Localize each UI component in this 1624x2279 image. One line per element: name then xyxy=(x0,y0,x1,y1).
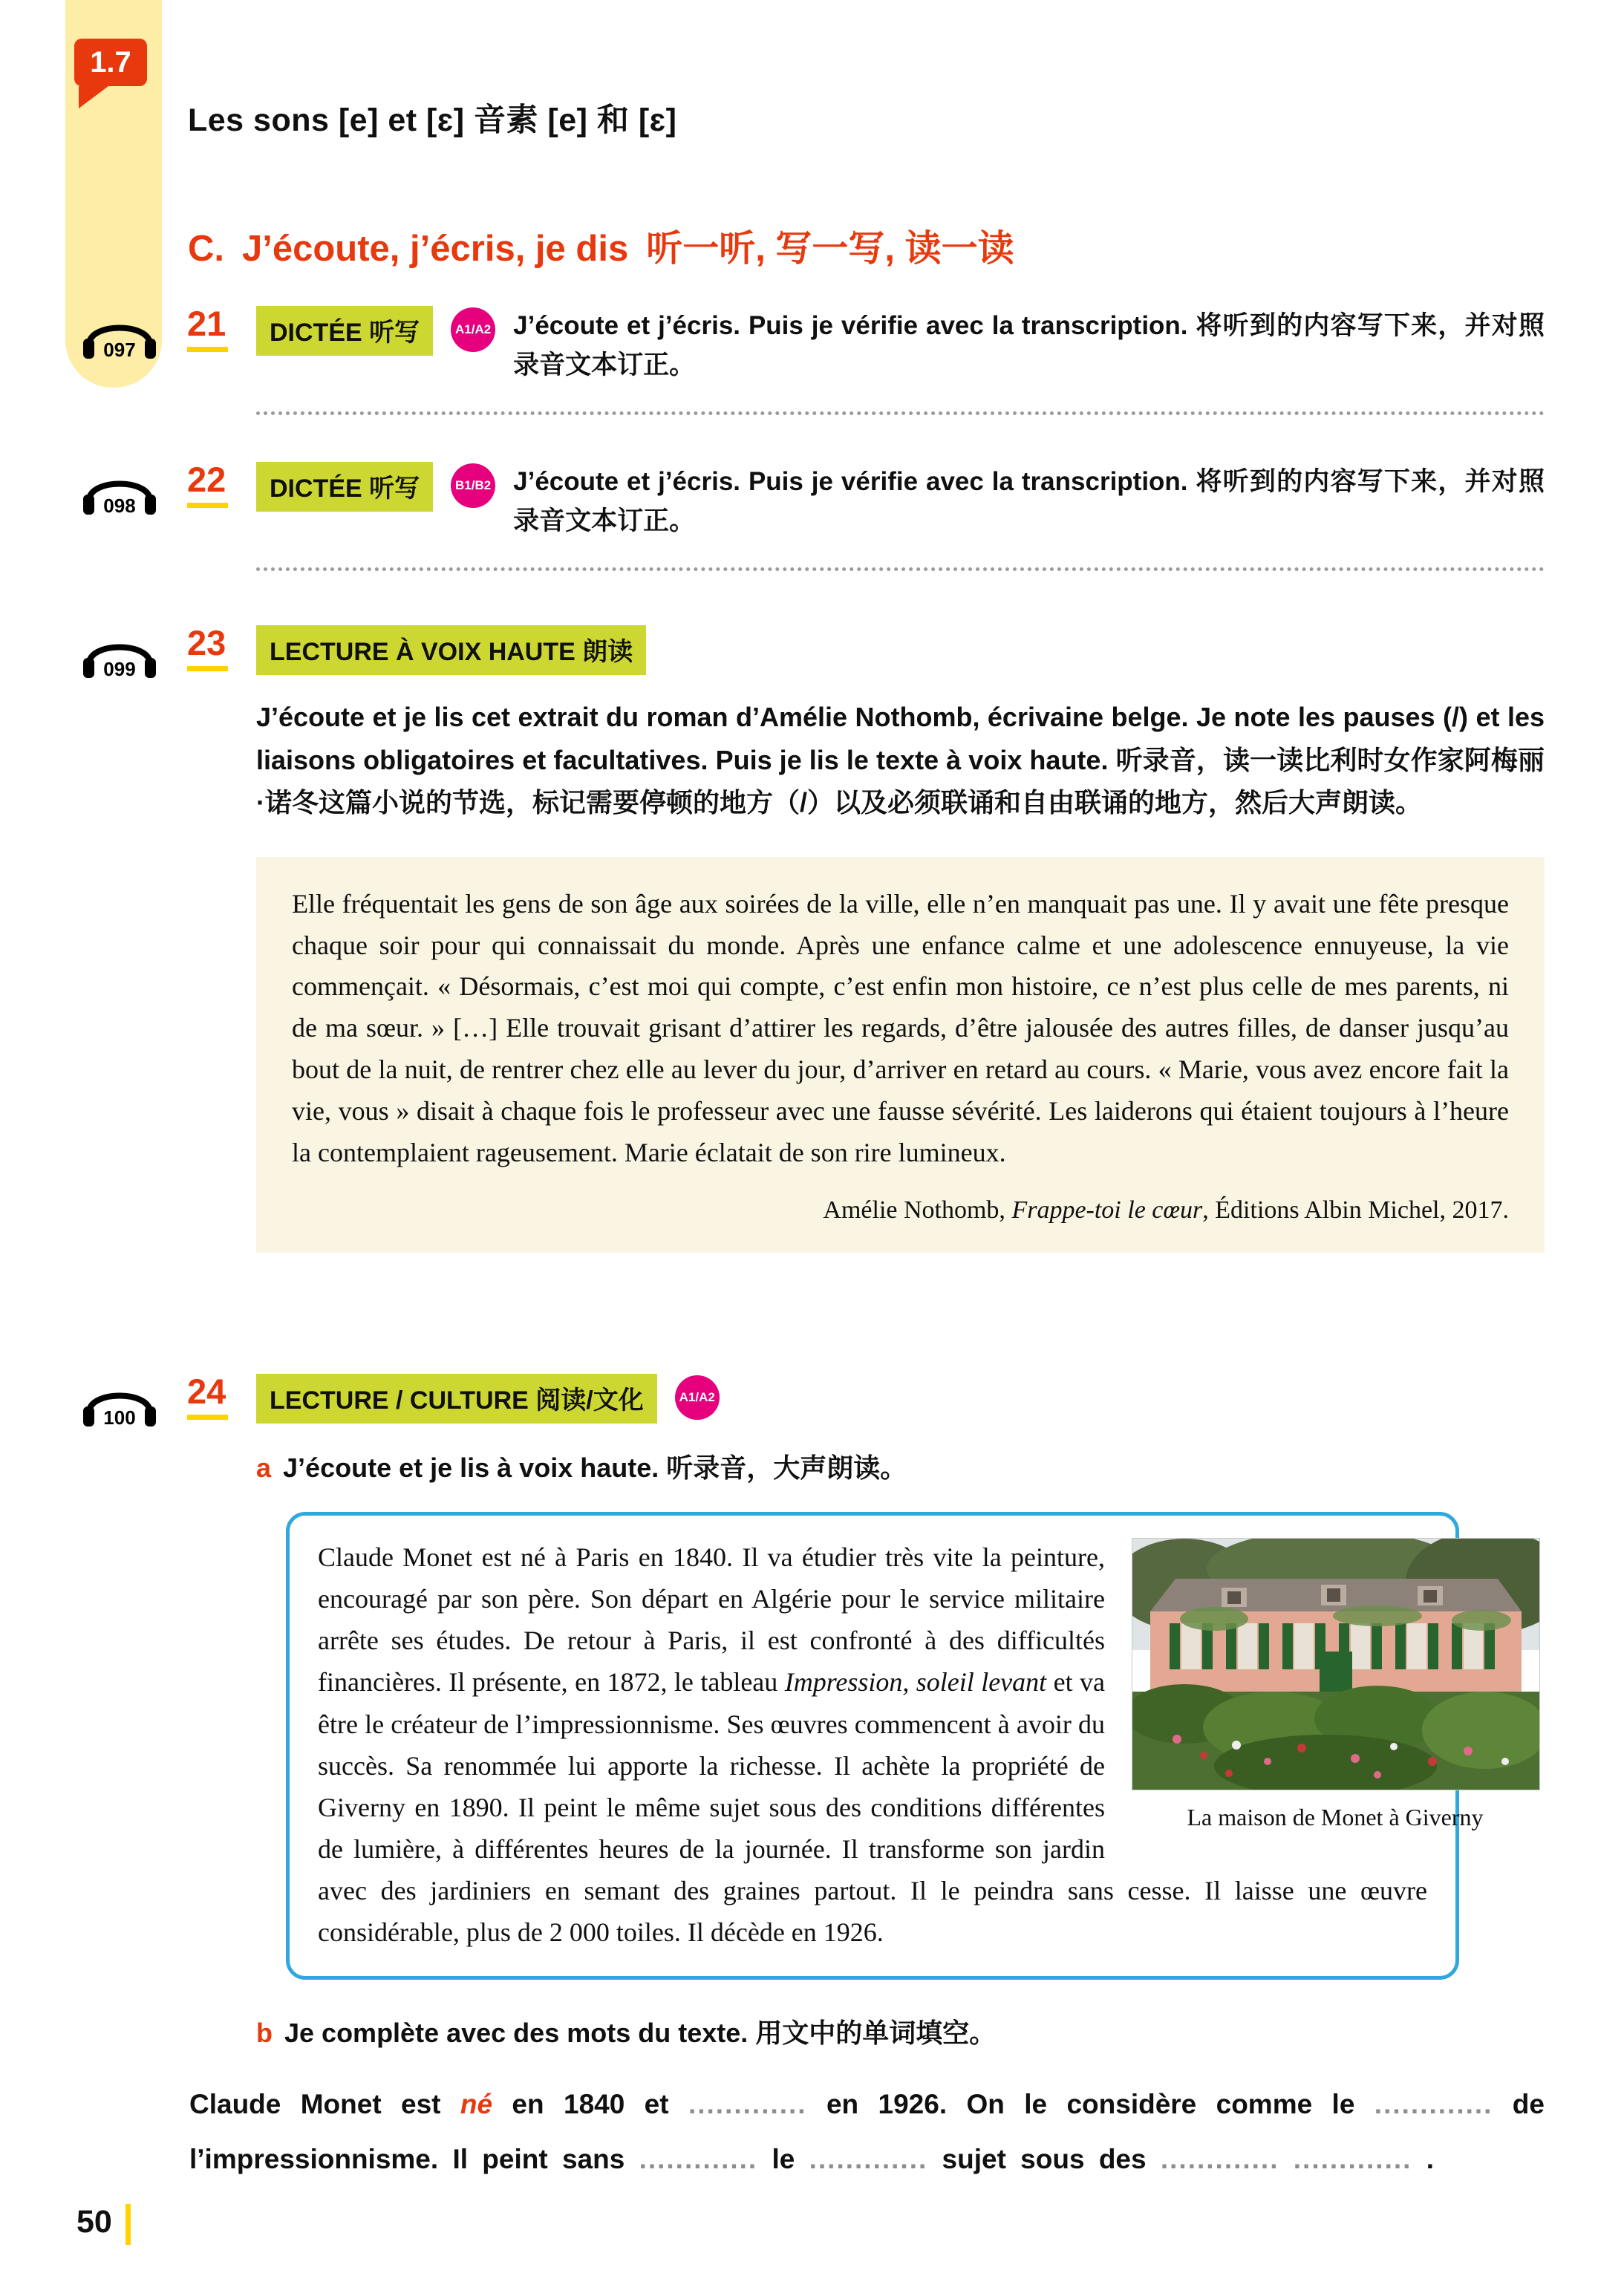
monet-text-part2: et va être le créateur de l’impressionnisme. Ses œuvres commencent à avoir du succès. Sa renommée lui apporte la richesse. Il achète la propriété de Giverny en 1890. Il peint le même sujet sous des conditions différentes de lumière, à différentes heures de la journée. Il transforme son jardin avec des jardiniers en semant des graines partout. Il le peindra sans cesse. Il laisse une œuvre considérable, plus de 2 000 toiles. Il décède en 1926. xyxy=(318,1667,1427,1948)
fill-in-the-blanks xyxy=(189,2077,1545,2187)
fill-blank-3: ............. xyxy=(639,2143,758,2174)
exercise-number: 23 xyxy=(187,622,228,671)
exercise-24 xyxy=(80,1374,1545,2214)
instruction-zh: 将听到的内容写下来，并对照录音文本订正。 xyxy=(513,467,1545,536)
exercise-type-label: DICTÉE 听写 xyxy=(256,306,433,356)
exercise-type-label: LECTURE / CULTURE 阅读/文化 xyxy=(256,1374,657,1424)
level-badge: A1/A2 xyxy=(451,307,495,352)
fill-blank-2: ............. xyxy=(1374,2088,1493,2119)
attribution-book-title: Frappe-toi le cœur xyxy=(1011,1196,1203,1225)
exercise-number: 24 xyxy=(187,1371,228,1420)
fill-blank-6: ............. xyxy=(1293,2143,1412,2174)
level-badge: A1/A2 xyxy=(675,1375,720,1420)
headphone-icon xyxy=(80,633,159,679)
monet-painting-title: Impression, soleil levant xyxy=(784,1667,1047,1698)
fill-text: en 1840 et xyxy=(492,2088,688,2119)
task-a xyxy=(256,1447,1545,1485)
exercise-number: 22 xyxy=(187,459,228,508)
task-b-zh: 用文中的单词填空。 xyxy=(755,2017,997,2048)
passage-attribution xyxy=(292,1191,1509,1230)
exercise-type-label: LECTURE À VOIX HAUTE 朗读 xyxy=(256,625,646,675)
fill-text: le xyxy=(757,2143,809,2174)
instruction-text xyxy=(256,696,1545,824)
section-number-tag xyxy=(74,39,147,86)
task-b-letter: b xyxy=(256,2017,273,2048)
level-badge: B1/B2 xyxy=(451,463,495,508)
audio-track-number: 098 xyxy=(103,495,136,515)
instruction-text xyxy=(513,462,1545,541)
photo-caption: La maison de Monet à Giverny xyxy=(1187,1804,1484,1830)
monet-house-photo xyxy=(1132,1538,1540,1790)
exercise-23 xyxy=(80,625,1545,1253)
page-number: 50 xyxy=(76,2204,131,2245)
instruction-zh: 听录音，读一读比利时女作家阿梅丽·诺冬这篇小说的节选，标记需要停顿的地方（/）以及必须联诵和自由联诵的地方，然后大声朗读。 xyxy=(256,744,1545,818)
dictation-answer-line xyxy=(256,567,1545,571)
section-number: 1.7 xyxy=(90,45,131,79)
audio-track-number: 100 xyxy=(103,1406,136,1427)
attribution-author: Amélie Nothomb, xyxy=(823,1196,1012,1225)
passage-text: Elle fréquentait les gens de son âge aux soirées de la ville, elle n’en manquait pas une. Il y avait une fête presque chaque soir pour qui connaissait du monde. Après une enfance calme et une adolescence ennuyeuse, la vie commençait. « Désormais, c’est moi qui compte, c’est enfin mon histoire, ce n’est plus celle de mes parents, ni de ma sœur. » […] Elle trouvait grisant d’attirer les regards, d’être jalousée des autres filles, de danser jusqu’au bout de la nuit, de rentrer chez elle au lever du jour, d’arriver en retard au cours. « Marie, vous avez encore fait la vie, vous » disait à chaque fois le professeur avec une fausse sévérité. Les laiderons qui étaient toujours à l’heure la contemplaient rageusement. Marie éclatait de son rire lumineux. xyxy=(292,888,1509,1167)
fill-blank-1: ............. xyxy=(688,2088,807,2119)
task-b-fr: Je complète avec des mots du texte. xyxy=(284,2017,749,2048)
exercise-number: 21 xyxy=(187,303,228,352)
section-c-title-zh: 听一听, 写一写, 读一读 xyxy=(646,229,1014,269)
culture-text-box xyxy=(286,1512,1484,1980)
exercise-22 xyxy=(80,462,1545,571)
attribution-publisher: , Éditions Albin Michel, 2017. xyxy=(1202,1196,1509,1225)
exercise-21 xyxy=(80,306,1545,415)
exercise-type-label: DICTÉE 听写 xyxy=(256,462,433,512)
headphone-icon xyxy=(80,1381,159,1427)
reading-passage xyxy=(256,857,1545,1253)
instruction-zh: 将听到的内容写下来，并对照录音文本订正。 xyxy=(513,311,1545,380)
monet-figure xyxy=(1132,1538,1539,1836)
fill-text: en 1926. On le considère comme le xyxy=(806,2088,1374,2119)
section-c-title-fr: J’écoute, j’écris, je dis xyxy=(242,229,629,269)
task-a-fr: J’écoute et je lis à voix haute. xyxy=(283,1453,659,1483)
task-b xyxy=(256,2012,1545,2050)
audio-track-number: 099 xyxy=(103,658,136,679)
fill-text: . xyxy=(1412,2143,1434,2174)
task-a-zh: 听录音，大声朗读。 xyxy=(666,1453,907,1483)
dictation-answer-line xyxy=(256,411,1545,415)
instruction-fr: J’écoute et j’écris. Puis je vérifie avec la transcription. xyxy=(513,311,1188,340)
headphone-icon xyxy=(80,469,159,515)
fill-given-answer: né xyxy=(460,2088,493,2119)
fill-text: sujet sous des xyxy=(927,2143,1161,2174)
fill-text: de l’impressionnisme. Il peint sans xyxy=(189,2088,1545,2174)
audio-track-number: 097 xyxy=(103,339,136,359)
headphone-icon xyxy=(80,313,159,359)
instruction-fr: J’écoute et je lis cet extrait du roman d’Amélie Nothomb, écrivaine belge. Je note les pauses (/) et les liaisons obligatoires et facultatives. Puis je lis le texte à voix haute. xyxy=(256,702,1545,775)
instruction-text xyxy=(513,306,1545,385)
fill-text: Claude Monet est xyxy=(189,2088,460,2119)
section-c-title xyxy=(188,220,1014,272)
instruction-fr: J’écoute et j’écris. Puis je vérifie avec la transcription. xyxy=(513,467,1188,496)
page-title: Les sons [e] et [ɛ] 音素 [e] 和 [ɛ] xyxy=(188,102,677,138)
monet-text-part1: Claude Monet est né à Paris en 1840. Il va étudier très vite la peinture, encouragé par son père. Son départ en Algérie pour le service militaire arrête ses études. De retour à Paris, il est confronté à des difficultés financières. Il présente, en 1872, le tableau xyxy=(318,1542,1105,1698)
fill-blank-4: ............. xyxy=(809,2143,928,2174)
section-c-letter: C. xyxy=(188,229,224,269)
task-a-letter: a xyxy=(256,1453,272,1483)
fill-blank-5: ............. xyxy=(1160,2143,1279,2174)
